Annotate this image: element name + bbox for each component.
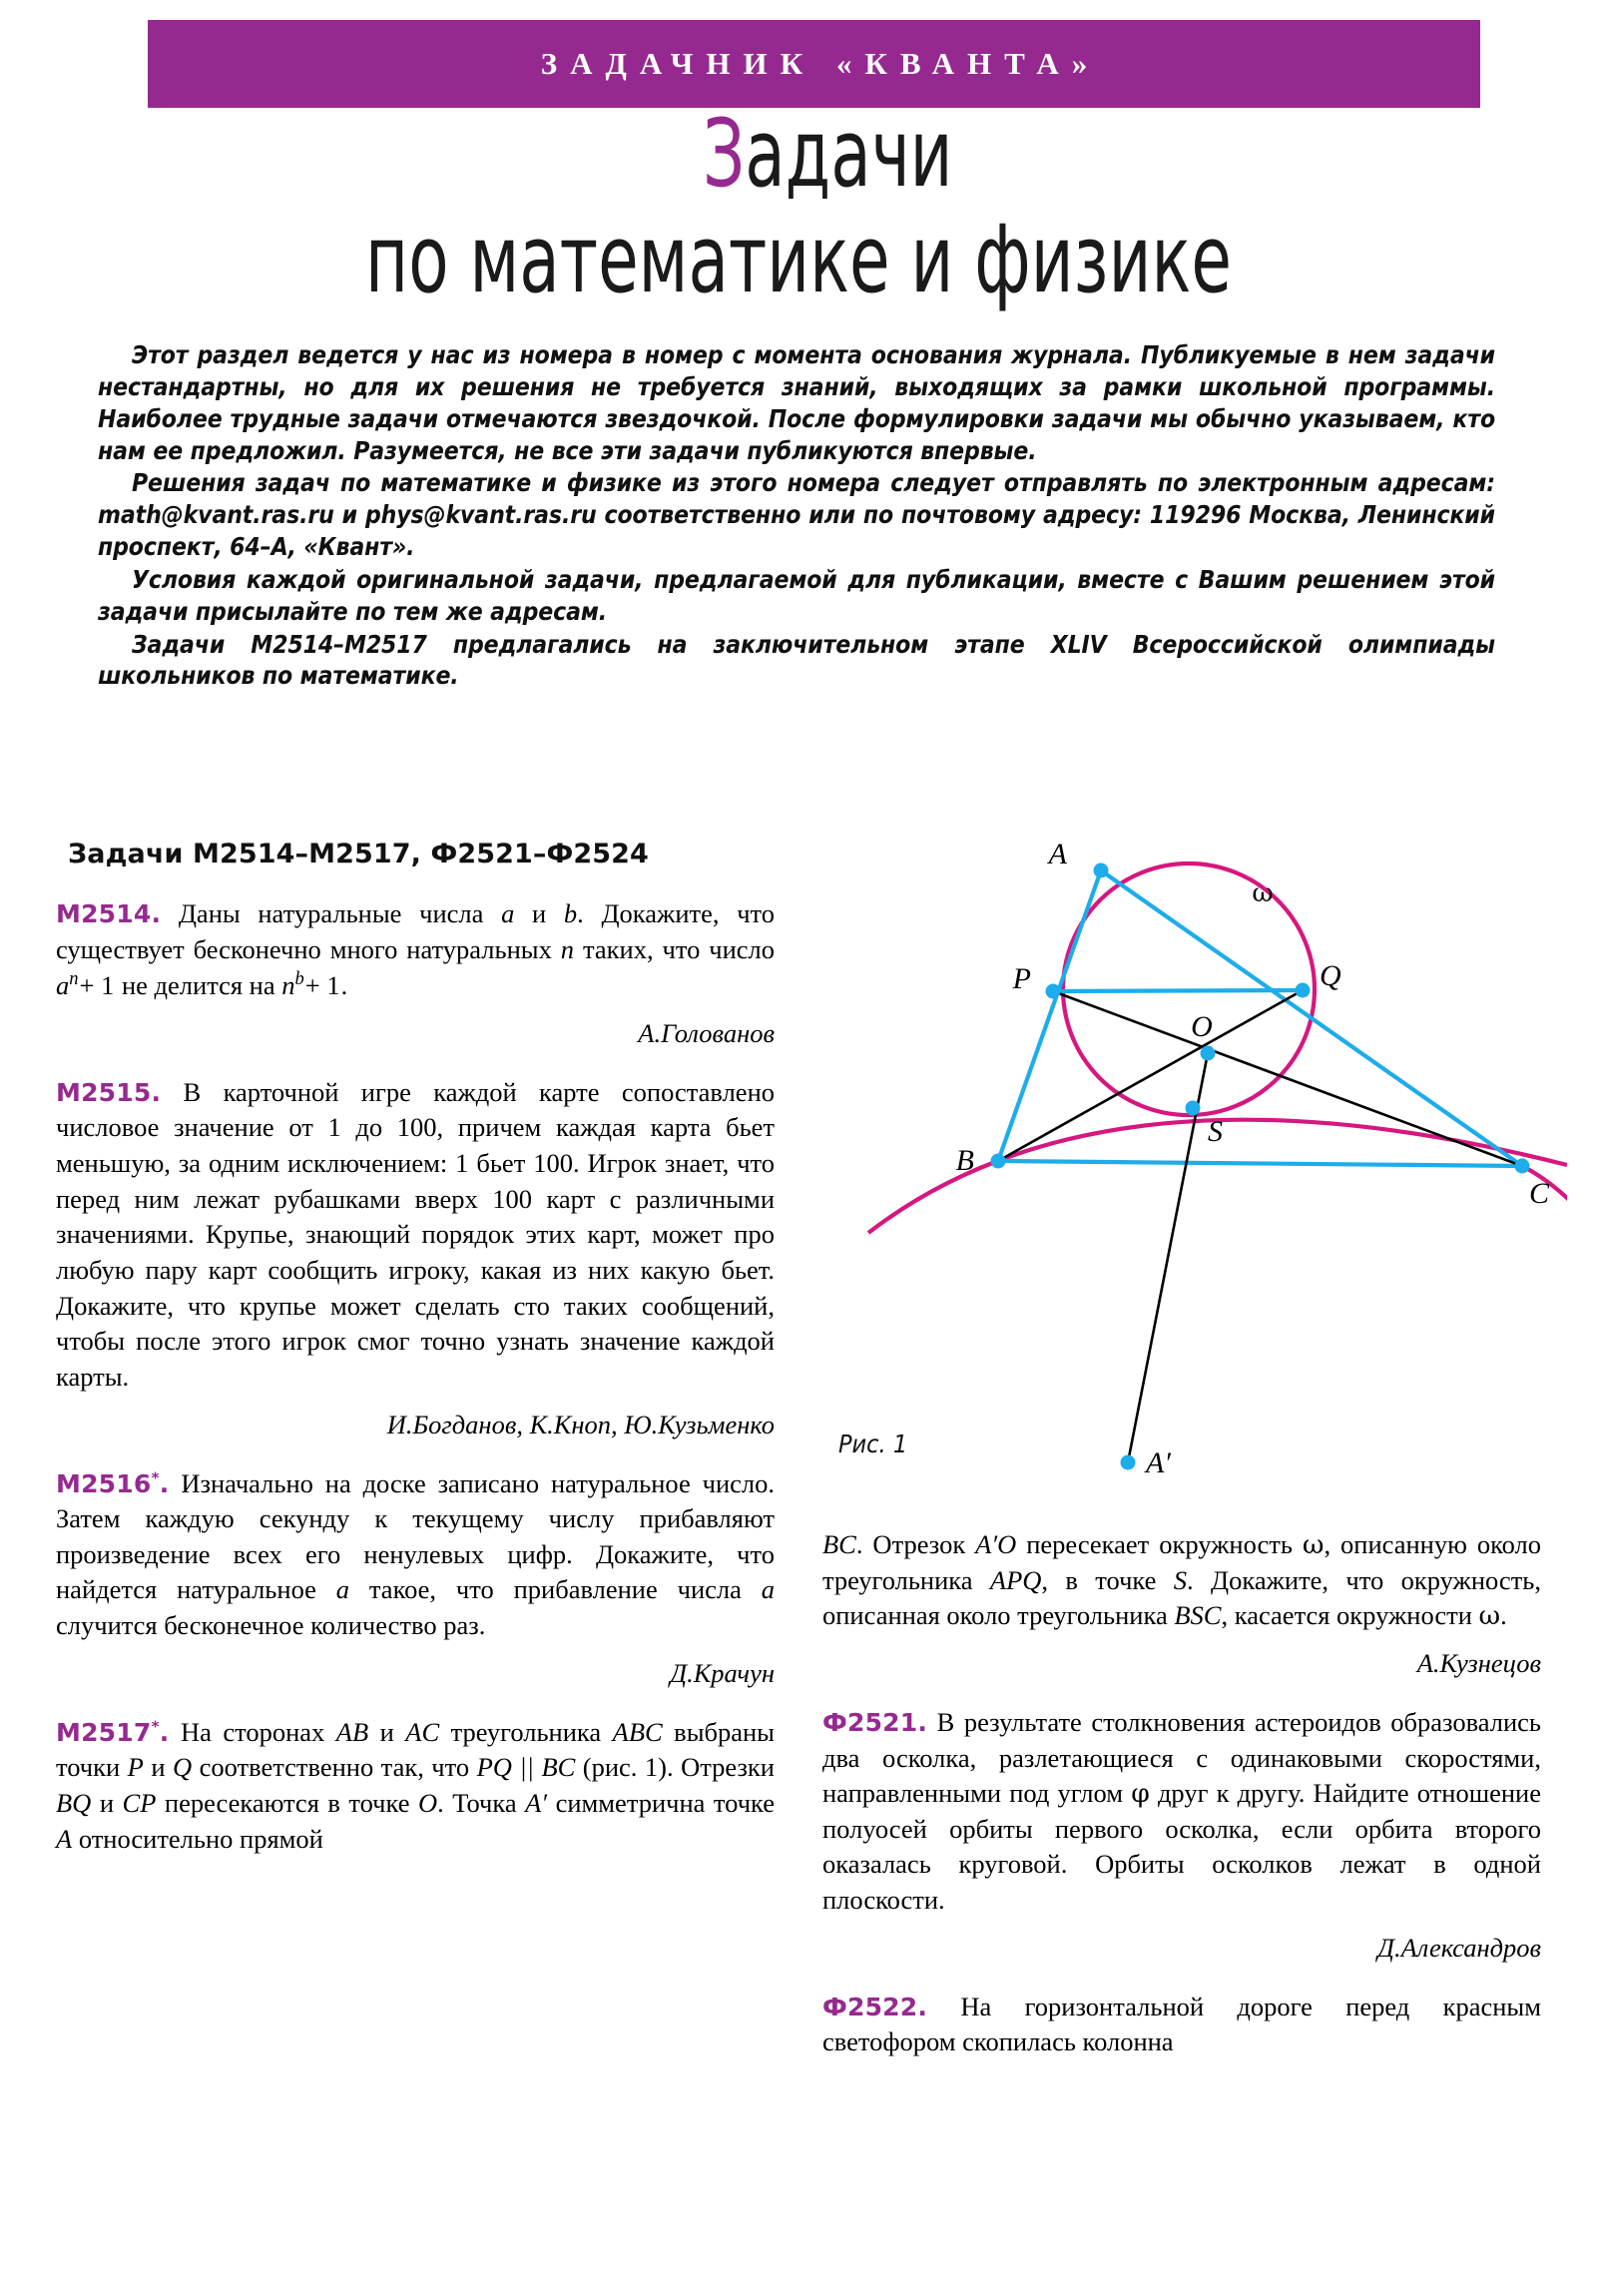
intro-paragraph-1 [98,339,1495,466]
intro-paragraph-3 [98,564,1495,628]
intro-paragraph-4 [98,629,1495,693]
m2517-text-15: , касается окружности [1221,1600,1479,1631]
page-title [0,100,1597,314]
f2521-text-1: В результате столкновения астероидов образовались два осколка, разлетающиеся с одинаковыми скоростями, направленными под углом [822,1706,1542,1809]
left-text-column [56,896,775,1857]
f2522-text: На горизонтальной дороге перед красным светофором скопилась колонна [822,1991,1541,2057]
point-q [1296,983,1311,998]
m2515-text: В карточной игре каждой карте сопоставлено числовое значение от 1 до 100, причем каждая карта бьет меньшую, за одним исключением: 1 бьет 100. Игрок знает, что перед ним лежат рубашками вверх 100 карт с различными значениями. Крупье, знающий порядок этих карт, может про любую пару карт сообщить игроку, какая из них какую бьет. Докажите, что крупье может сделать сто таких сообщений, чтобы после этого игрок смог точно узнать значение каждой карты. [56,1076,776,1392]
m2517-geo-ab: AB [335,1716,369,1747]
intro-p2-text: Решения задач по математике и физике из этого номера следует отправлять по электронным адресам: math@kvant.ras.ru и phys@kvant.ras.ru соответственно или по почтовому адресу: 119296 Москва, Ленинский проспект, 64–А, «Квант». [98,468,1495,562]
m2516-label-text: М2516 [56,1468,152,1498]
problem-m2517-part-1 [56,1715,775,1858]
problem-label-m2516 [56,1469,169,1498]
m2516-var-a-2: a [761,1574,775,1605]
banner-title: ЗАДАЧНИК «КВАНТА» [540,46,1101,81]
problem-label-m2514: М2514. [56,899,162,928]
m2517-geo-omega-2: ω [1478,1600,1501,1632]
figure-label-omega: ω [1252,878,1274,908]
m2514-text-3: таких, что число [574,933,776,964]
page-title-line-2: по математике и физике [365,206,1232,314]
intro-p1-text: Этот раздел ведется у нас из номера в номер с момента основания журнала. Публикуемые в нем задачи нестандартны, но для их решения не требуется знаний, выходящих за рамки школьной программы. Наиболее трудные задачи отмечаются звездочкой. После формулировки задачи мы обычно указываем, кто нам ее предложил. Разумеется, не все эти задачи публикуются впервые. [98,340,1495,465]
m2517-text-13: , в точке [1041,1564,1174,1595]
segment-cp [1053,991,1522,1166]
m2517-text-6: пересекаются в точке [156,1788,418,1818]
m2514-text-2: . Докажите, что существует бесконечно много натуральных [56,898,776,964]
intro-p4-text: Задачи М2514–М2517 предлагались на заключительном этапе XLIV Всероссийской олимпиады школьников по математике. [98,629,1495,691]
credit-m2514: А.Голованов [638,1017,775,1048]
problem-f2521 [822,1705,1541,1919]
m2517-conj-1: и [368,1716,406,1747]
m2516-var-a: a [335,1574,350,1605]
problem-label-f2522: Ф2522. [822,1992,928,2021]
m2517-geo-cp: CP [122,1788,157,1818]
problem-label-m2515: М2515. [56,1077,162,1107]
m2516-text-1: Изначально на доске записано натуральное число. Затем каждую секунду к текущему числу прибавляют произведение всех его ненулевых цифр. Докажите, что найдется натуральное [56,1467,776,1605]
figure-label-b: B [955,1144,974,1177]
m2517-text-12: , описанную около треугольника [822,1529,1541,1595]
intro-block [98,339,1495,692]
m2517-text-2: треугольника [439,1716,613,1747]
m2517-geo-omega: ω [1302,1529,1325,1560]
m2514-var-b: b [563,898,578,928]
m2517-text-3: выбраны точки [56,1716,775,1783]
credit-m2515: И.Богданов, К.Кноп, Ю.Кузьменко [386,1409,775,1439]
m2517-text-7: . Точка [437,1788,526,1818]
m2517-geo-q: Q [172,1752,193,1783]
section-banner [148,20,1480,108]
m2514-formula1-base: a [56,970,70,1001]
segment-ab [998,870,1101,1161]
m2517-geo-s: S [1173,1564,1188,1595]
problem-label-m2517 [56,1718,169,1747]
point-s [1186,1101,1201,1116]
point-p [1046,984,1061,999]
figure-label-o: O [1191,1010,1213,1043]
m2517-conj-3: и [91,1788,123,1818]
f2521-var-phi: φ [1131,1778,1150,1810]
m2517-geo-p: P [127,1752,144,1783]
m2517-label-dot: . [159,1717,170,1747]
point-a-prime [1121,1455,1136,1470]
figure-label-c: C [1529,1177,1550,1210]
m2516-text-2: такое, что прибавление числа [349,1574,762,1605]
figure-label-s: S [1208,1115,1223,1148]
title-line-1-rest: адачи [745,100,953,209]
point-b [991,1154,1006,1169]
m2517-text-5: (рис. 1). Отрезки [575,1752,775,1783]
m2517-text-11: пересекает окружность [1016,1529,1303,1559]
credit-m2516: Д.Крачун [670,1657,775,1688]
right-text-column [822,1527,1541,2060]
m2517-geo-bq: BQ [56,1788,92,1818]
m2517-geo-bc: BC [822,1529,856,1559]
m2517-text-4: соответственно так, что [192,1752,477,1783]
problem-m2514 [56,896,775,1004]
m2514-formula2-tail: + 1 [304,970,340,1001]
problem-m2517-part-2 [822,1527,1541,1634]
page-title-line-1 [176,100,1421,209]
m2514-formula1-tail: + 1 [79,970,115,1001]
segment-bc [998,1161,1522,1166]
m2517-conj-2: и [143,1752,173,1783]
m2514-var-a: a [501,898,515,928]
title-accent-letter: З [702,100,746,209]
problem-label-f2521: Ф2521. [822,1707,928,1737]
m2517-geo-bsc: BSC [1174,1600,1222,1631]
figure-1 [808,809,1567,1497]
credit-f2521: Д.Александров [1377,1932,1541,1963]
m2517-text-9: относительно прямой [72,1823,323,1854]
problem-m2515 [56,1075,775,1396]
m2517-geo-ac: AC [405,1716,440,1747]
figure-label-a-prime: A′ [1146,1446,1171,1479]
figure-1-caption: Рис. 1 [838,1430,908,1458]
m2514-text-4: не делится на [115,970,282,1001]
m2517-geo-a-prime: A′ [525,1788,548,1818]
m2517-text-8: симметрична точке [547,1788,776,1818]
problem-f2522 [822,1990,1541,2060]
m2517-geo-a: A [56,1823,73,1854]
m2517-geo-a-prime-o: A′O [975,1529,1017,1559]
figure-label-a: A [1048,838,1067,870]
figure-label-q: Q [1320,959,1341,992]
point-c [1515,1159,1530,1174]
credit-m2517: А.Кузнецов [1416,1647,1541,1678]
m2517-geo-pq-bc: PQ || BC [476,1752,576,1783]
m2517-text-1: На сторонах [180,1716,336,1747]
m2517-geo-abc: ABC [612,1716,663,1747]
m2517-label-text: М2517 [56,1717,152,1747]
m2514-formula2-base: n [281,970,295,1001]
m2514-text-1: Даны натуральные числа [178,898,502,928]
problem-m2516 [56,1466,775,1644]
m2517-text-16: . [1500,1600,1507,1631]
intro-paragraph-2 [98,467,1495,563]
m2514-formula1-exponent: n [69,968,79,990]
m2517-star: * [151,1717,160,1736]
m2516-label-dot: . [159,1468,170,1498]
m2517-text-14: . Докажите, что окружность, описанная около треугольника [822,1564,1541,1631]
problems-subhead: Задачи М2514–М2517, Ф2521–Ф2524 [68,839,649,869]
m2517-text-10: . Отрезок [855,1529,976,1559]
figure-label-p: P [1012,962,1031,995]
segment-bq [998,990,1303,1161]
m2516-text-3: случится бесконечное количество раз. [56,1610,486,1641]
m2514-var-n: n [560,933,575,964]
m2514-text-5: . [340,970,348,1001]
m2514-formula2-exponent: b [294,968,304,990]
segment-pq [1053,990,1303,991]
point-a [1094,863,1109,878]
m2517-geo-o: O [418,1788,438,1818]
intro-p3-text: Условия каждой оригинальной задачи, предлагаемой для публикации, вместе с Вашим решением этой задачи присылайте по тем же адресам. [98,564,1495,626]
m2514-conj: и [514,898,564,928]
f2521-text-2: друг к другу. Найдите отношение полуосей орбиты первого осколка, если орбита второго оказалась круговой. Орбиты осколков лежат в одной плоскости. [822,1778,1541,1916]
point-o [1201,1046,1216,1061]
m2516-star: * [151,1468,160,1487]
m2517-geo-apq: APQ [989,1564,1042,1595]
